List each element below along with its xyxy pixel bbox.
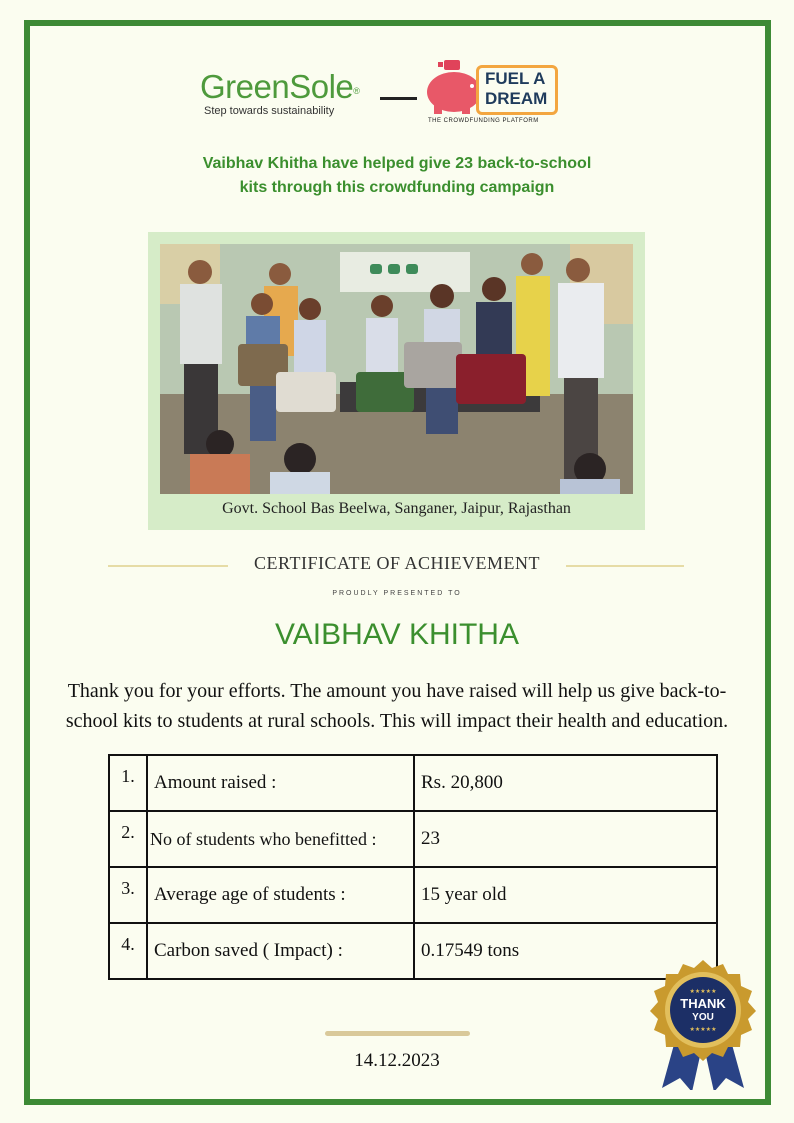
- table-row: [109, 867, 717, 923]
- headline-line2: kits through this crowdfunding campaign: [239, 179, 555, 196]
- greensole-logo: [200, 70, 370, 118]
- row-number: 4.: [109, 923, 147, 979]
- table-row: [109, 755, 717, 811]
- greensole-tagline: Step towards sustainability: [204, 105, 335, 117]
- row-value: 15 year old: [414, 867, 717, 923]
- greensole-logo-name: GreenSole: [200, 68, 354, 105]
- badge-stars-top: ★★★★★: [689, 988, 717, 995]
- table-row: [109, 811, 717, 867]
- title-rule-right: [566, 565, 684, 567]
- thank-you-message: [42, 676, 752, 736]
- message-line1: Thank you for your efforts. The amount you have raised will help us give back-to-: [67, 680, 727, 702]
- row-label: Average age of students :: [147, 867, 414, 923]
- thank-you-badge-icon: [648, 960, 758, 1090]
- photo-card: [148, 232, 645, 530]
- fad-wordmark-box: [476, 65, 558, 115]
- school-photo-illustration: [160, 244, 633, 494]
- fad-tagline: THE CROWDFUNDING PLATFORM: [428, 118, 539, 124]
- impact-table: [108, 754, 718, 980]
- row-value: Rs. 20,800: [414, 755, 717, 811]
- title-rule-left: [108, 565, 228, 567]
- fad-line2: DREAM: [485, 89, 548, 108]
- signature-line: [325, 1031, 470, 1036]
- row-value: 0.17549 tons: [414, 923, 717, 979]
- row-label: Amount raised :: [147, 755, 414, 811]
- row-number: 3.: [109, 867, 147, 923]
- badge-line1: THANK: [680, 996, 726, 1011]
- school-photo: [160, 244, 633, 494]
- recipient-name: VAIBHAV KHITHA: [275, 618, 519, 651]
- row-number: 2.: [109, 811, 147, 867]
- row-value: 23: [414, 811, 717, 867]
- table-row: [109, 923, 717, 979]
- certificate-title: CERTIFICATE OF ACHIEVEMENT: [254, 553, 540, 573]
- certificate-date: 14.12.2023: [354, 1050, 440, 1071]
- registered-mark: ®: [353, 86, 360, 96]
- logo-separator: [380, 97, 417, 100]
- row-number: 1.: [109, 755, 147, 811]
- message-line2: school kits to students at rural schools. This will impact their health and education.: [65, 710, 729, 732]
- presented-to-label: PROUDLY PRESENTED TO: [332, 590, 462, 597]
- row-label: Carbon saved ( Impact) :: [147, 923, 414, 979]
- headline-line1: Vaibhav Khitha have helped give 23 back-to-school: [202, 155, 592, 172]
- campaign-headline: [120, 152, 674, 200]
- row-label: No of students who benefitted :: [147, 811, 414, 867]
- fad-line1: FUEL A: [485, 69, 546, 88]
- fuel-a-dream-logo: [424, 60, 559, 132]
- badge-line2: YOU: [692, 1012, 714, 1023]
- photo-caption: Govt. School Bas Beelwa, Sanganer, Jaipur, Rajasthan: [222, 500, 571, 517]
- badge-stars-bottom: ★★★★★: [689, 1026, 717, 1033]
